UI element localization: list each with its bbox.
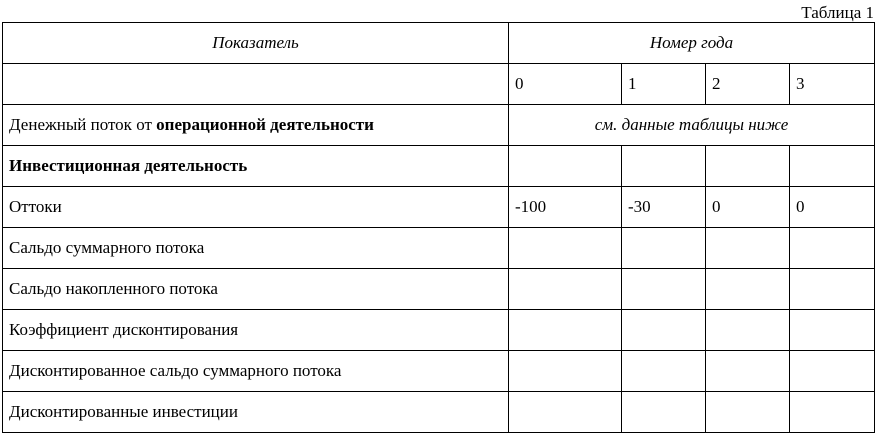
table-row <box>3 146 875 187</box>
row-label <box>3 146 509 187</box>
row-label: Дисконтированные инвестиции <box>3 392 509 433</box>
value-cell <box>706 310 790 351</box>
value-cell <box>509 228 622 269</box>
value-cell <box>706 146 790 187</box>
year-cell-2: 2 <box>706 64 790 105</box>
row-label: Дисконтированное сальдо суммарного потока <box>3 351 509 392</box>
value-cell <box>706 392 790 433</box>
year-index-row <box>3 64 875 105</box>
row-label-bold: операционной деятельности <box>156 115 374 134</box>
table-row <box>3 392 875 433</box>
table-caption: Таблица 1 <box>801 3 874 22</box>
row-label: Коэффициент дисконтирования <box>3 310 509 351</box>
year-number-header: Номер года <box>509 23 875 64</box>
value-cell <box>706 228 790 269</box>
row-label-bold: Инвестиционная деятельность <box>9 156 248 175</box>
cash-flow-table <box>2 22 875 433</box>
row-label: Сальдо суммарного потока <box>3 228 509 269</box>
value-cell <box>790 351 875 392</box>
value-cell <box>509 146 622 187</box>
value-cell <box>509 392 622 433</box>
value-cell <box>790 392 875 433</box>
row-label-plain: Денежный поток от <box>9 115 157 134</box>
value-cell <box>509 351 622 392</box>
value-cell: -100 <box>509 187 622 228</box>
value-cell <box>622 146 706 187</box>
row-label <box>3 105 509 146</box>
table-row <box>3 351 875 392</box>
table-row <box>3 228 875 269</box>
year-index-empty-cell <box>3 64 509 105</box>
value-cell <box>790 310 875 351</box>
year-cell-1: 1 <box>622 64 706 105</box>
table-row <box>3 105 875 146</box>
value-cell <box>509 269 622 310</box>
indicator-header: Показатель <box>3 23 509 64</box>
year-cell-0: 0 <box>509 64 622 105</box>
row-label: Оттоки <box>3 187 509 228</box>
value-cell <box>622 269 706 310</box>
value-cell <box>509 310 622 351</box>
row-label: Сальдо накопленного потока <box>3 269 509 310</box>
table-row <box>3 269 875 310</box>
value-cell <box>622 351 706 392</box>
value-cell: 0 <box>790 187 875 228</box>
value-cell <box>790 269 875 310</box>
value-cell <box>706 269 790 310</box>
value-cell: -30 <box>622 187 706 228</box>
value-cell <box>622 228 706 269</box>
merged-note-cell: см. данные таблицы ниже <box>509 105 875 146</box>
value-cell <box>706 351 790 392</box>
value-cell: 0 <box>706 187 790 228</box>
value-cell <box>790 146 875 187</box>
header-row <box>3 23 875 64</box>
value-cell <box>790 228 875 269</box>
year-cell-3: 3 <box>790 64 875 105</box>
table-row <box>3 310 875 351</box>
value-cell <box>622 310 706 351</box>
value-cell <box>622 392 706 433</box>
table-row <box>3 187 875 228</box>
